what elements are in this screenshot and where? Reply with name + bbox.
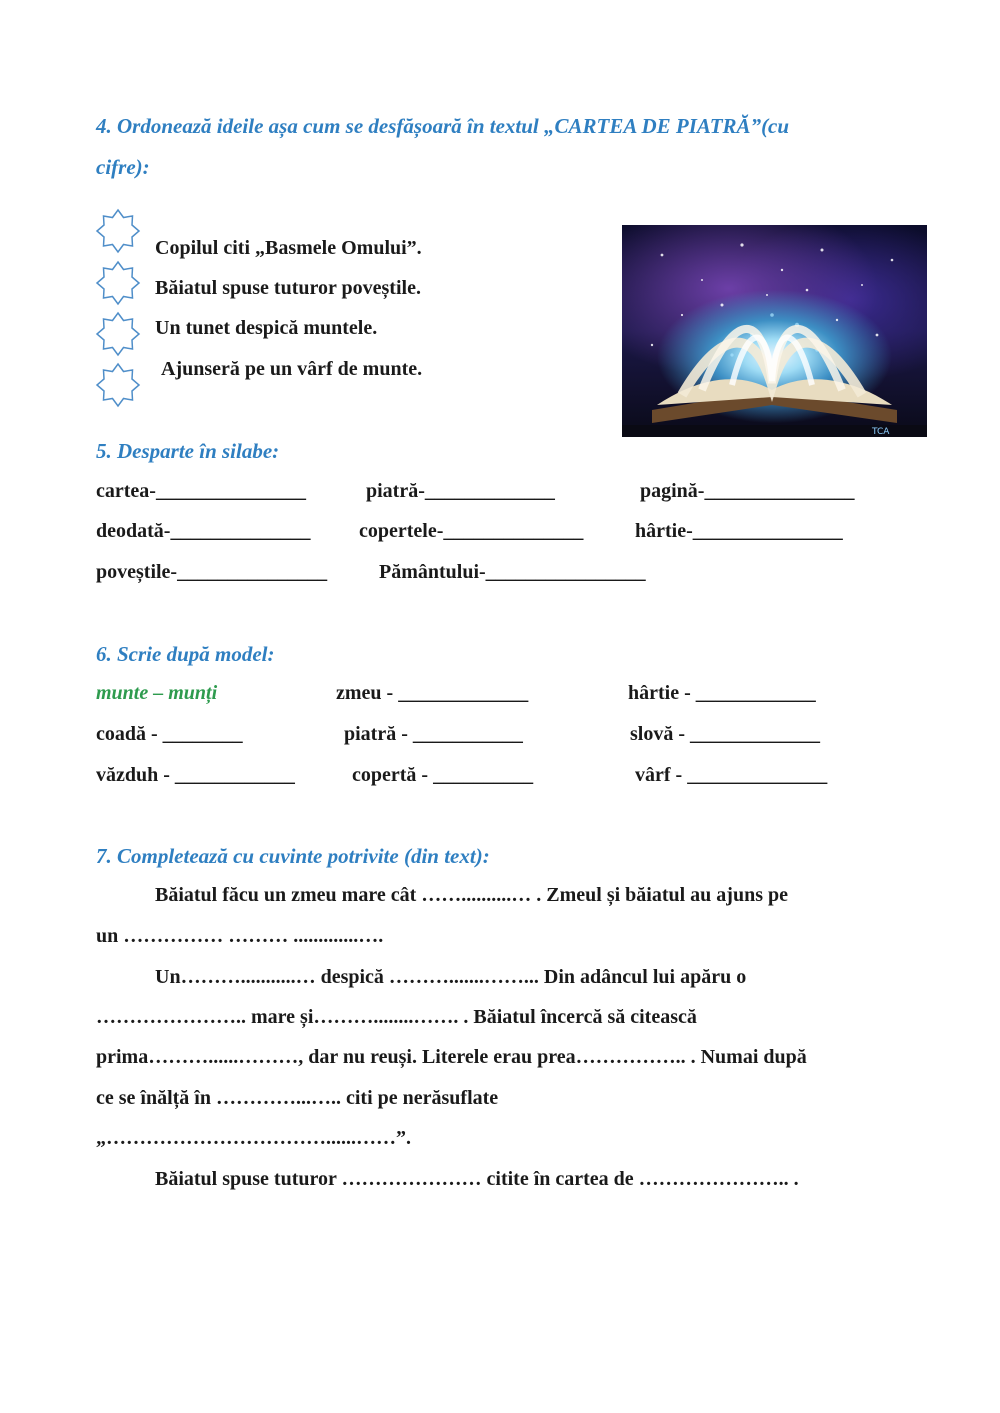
star-icon[interactable] [95, 311, 141, 359]
syllable-exercise[interactable]: Pământului-________________ [379, 561, 646, 583]
fill-in-line[interactable]: un …………… ……… .............…. [96, 925, 384, 947]
section-7-heading: 7. Completează cu cuvinte potrivite (din text): [96, 844, 490, 868]
plural-exercise[interactable]: copertă - __________ [352, 764, 534, 786]
order-item-3: Un tunet despică muntele. [155, 317, 378, 339]
model-example: munte – munți [96, 682, 218, 704]
syllable-exercise[interactable]: piatră-_____________ [366, 480, 555, 502]
fill-in-line[interactable]: prima………......………, dar nu reuși. Literele erau prea…………….. . Numai după [96, 1046, 807, 1068]
order-item-1: Copilul citi „Basmele Omului”. [155, 237, 422, 259]
order-item-2: Băiatul spuse tuturor poveștile. [155, 277, 421, 299]
plural-exercise[interactable]: coadă - ________ [96, 723, 243, 745]
plural-exercise[interactable]: zmeu - _____________ [336, 682, 529, 704]
fill-in-line[interactable]: Băiatul spuse tuturor ………………… citite în cartea de ………………….. . [155, 1168, 799, 1190]
syllable-exercise[interactable]: hârtie-_______________ [635, 520, 843, 542]
section-5-heading: 5. Desparte în silabe: [96, 439, 280, 463]
order-item-4: Ajunseră pe un vârf de munte. [161, 358, 423, 380]
fill-in-line[interactable]: „……………………………......……”. [96, 1127, 411, 1149]
syllable-exercise[interactable]: copertele-______________ [359, 520, 584, 542]
syllable-exercise[interactable]: cartea-_______________ [96, 480, 306, 502]
fill-in-line[interactable]: Băiatul făcu un zmeu mare cât ……..........… . Zmeul și băiatul au ajuns pe [155, 884, 788, 906]
section-6-heading: 6. Scrie după model: [96, 642, 275, 666]
image-watermark: TCA [872, 427, 890, 437]
syllable-exercise[interactable]: deodată-______________ [96, 520, 311, 542]
plural-exercise[interactable]: slovă - _____________ [630, 723, 820, 745]
section-4-heading-line-2: cifre): [96, 155, 150, 179]
plural-exercise[interactable]: vârf - ______________ [635, 764, 828, 786]
section-4-heading-line-1: 4. Ordonează ideile așa cum se desfășoară în textul „CARTEA DE PIATRĂ”(cu [96, 114, 790, 138]
fill-in-line[interactable]: Un………...........… despică ……….......……... Din adâncul lui apăru o [155, 966, 747, 988]
fill-in-line[interactable]: ce se înălță în …………...….. citi pe nerăsuflate [96, 1087, 499, 1109]
star-icon[interactable] [95, 208, 141, 256]
syllable-exercise[interactable]: poveștile-_______________ [96, 561, 328, 583]
star-icon[interactable] [95, 362, 141, 410]
syllable-exercise[interactable]: pagină-_______________ [640, 480, 855, 502]
plural-exercise[interactable]: hârtie - ____________ [628, 682, 816, 704]
plural-exercise[interactable]: văzduh - ____________ [96, 764, 295, 786]
plural-exercise[interactable]: piatră - ___________ [344, 723, 523, 745]
star-icon[interactable] [95, 260, 141, 308]
magic-book-image [622, 225, 927, 437]
fill-in-line[interactable]: ………………….. mare și………........……. . Băiatul încercă să citească [96, 1006, 697, 1028]
